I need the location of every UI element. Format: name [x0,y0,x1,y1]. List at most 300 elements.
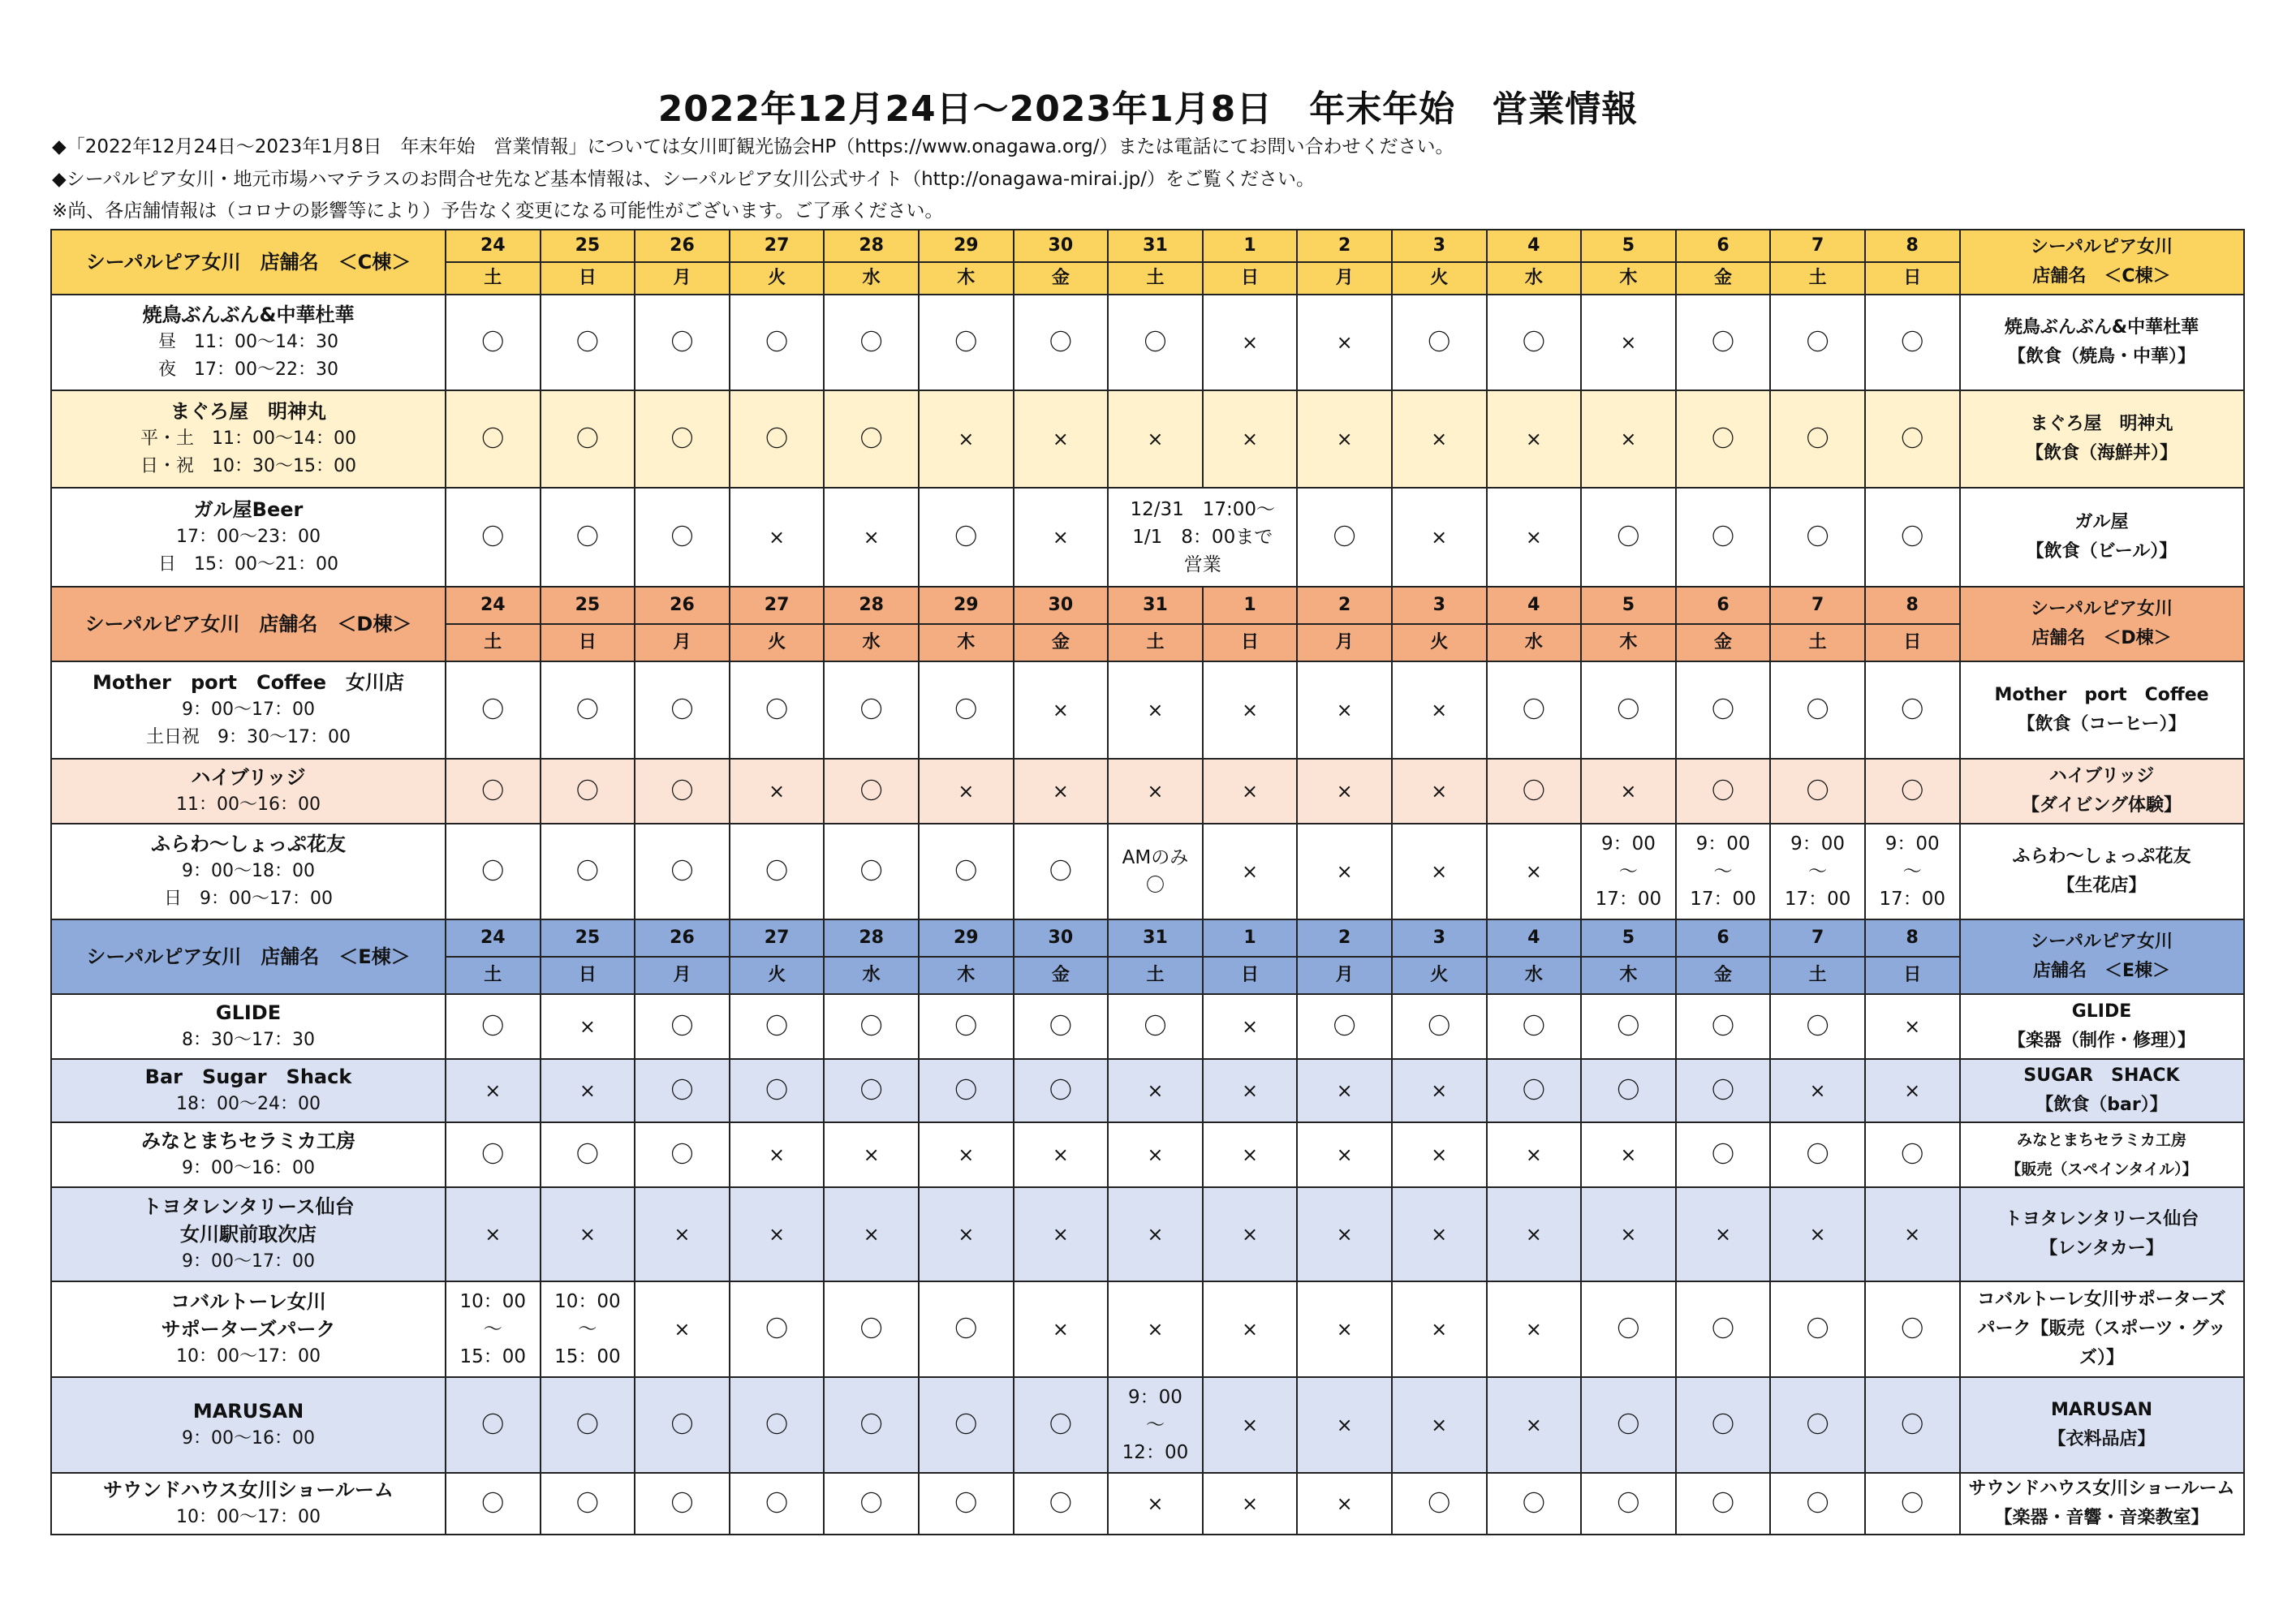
status-cell: 〇 [824,759,919,824]
shop-hours: 土日祝 9：30～17：00 [146,727,351,747]
date-cell: 1 [1203,919,1298,957]
weekday-cell: 木 [919,262,1014,295]
status-cell: × [1392,488,1487,587]
status-cell: 〇 [1297,994,1392,1059]
weekday-cell: 木 [919,957,1014,994]
shop-name: みなとまちセラミカ工房 [141,1130,355,1152]
status-cell: × [1108,661,1203,759]
status-cell: × [824,488,919,587]
business-hours-table [50,229,2245,1535]
status-cell: × [1108,1187,1203,1281]
status-cell: 〇 [824,994,919,1059]
section-label-left: シーパルピア女川 店舗名 ＜C棟＞ [51,230,446,295]
weekday-cell: 土 [1108,624,1203,661]
status-cell: 〇 [1581,1281,1676,1377]
weekday-cell: 金 [1676,262,1771,295]
status-cell: 〇 [1865,1473,1960,1535]
status-cell: × [1203,661,1298,759]
status-cell: 〇 [541,1122,635,1187]
weekday-cell: 金 [1676,624,1771,661]
status-cell [1108,824,1203,919]
status-cell: 〇 [446,390,541,488]
shop-row [51,1281,2244,1377]
shop-category-line: パーク【販売（スポーツ・グッ [1977,1319,2226,1339]
status-cell [1108,488,1297,587]
weekday-cell: 土 [446,957,541,994]
weekday-cell: 土 [1770,262,1865,295]
status-cell: 〇 [1770,1377,1865,1473]
status-cell: × [1297,1473,1392,1535]
section-label-right [1960,919,2244,994]
status-cell: × [1297,759,1392,824]
status-cell: 〇 [919,488,1014,587]
status-cell: × [730,1187,825,1281]
shop-hours: 日 15：00～21：00 [158,554,338,575]
shop-category-cell [1960,824,2244,919]
status-cell: 〇 [919,295,1014,390]
shop-name-cell [51,390,446,488]
shop-row [51,661,2244,759]
status-cell: × [1203,994,1298,1059]
shop-name-cell [51,1187,446,1281]
weekday-cell: 水 [824,624,919,661]
shop-category-line: 【楽器・音響・音楽教室】 [1994,1508,2209,1528]
status-cell: 〇 [1581,994,1676,1059]
status-line: 17：00 [1784,889,1851,910]
status-cell: 〇 [446,1473,541,1535]
weekday-cell: 日 [1203,262,1298,295]
status-cell: 〇 [1865,295,1960,390]
date-cell: 28 [824,230,919,262]
status-cell: 〇 [919,1281,1014,1377]
shop-name: ふらわ～しょっぷ花友 [151,833,346,855]
shop-row [51,1473,2244,1535]
shop-category-cell [1960,661,2244,759]
status-cell: 〇 [1676,295,1771,390]
section-label-line: 店舗名 ＜E棟＞ [2032,961,2171,981]
section-label-left: シーパルピア女川 店舗名 ＜E棟＞ [51,919,446,994]
status-cell: × [1581,759,1676,824]
status-cell: × [1203,1281,1298,1377]
status-line: ～ [1145,1414,1165,1436]
status-cell: × [1014,1281,1109,1377]
status-line: 9：00 [1790,833,1846,855]
status-cell: 〇 [635,295,730,390]
weekday-cell: 月 [1297,624,1392,661]
status-cell: 〇 [1581,1377,1676,1473]
date-cell: 7 [1770,587,1865,624]
status-cell: 〇 [1108,295,1203,390]
status-line: AMのみ [1122,847,1189,868]
status-cell: 〇 [446,824,541,919]
status-cell: × [1203,1059,1298,1122]
shop-name-cell [51,1473,446,1535]
status-cell: 〇 [1581,661,1676,759]
status-cell: × [446,1059,541,1122]
status-cell: × [635,1281,730,1377]
date-cell: 27 [730,919,825,957]
status-cell: 〇 [1770,1122,1865,1187]
status-cell: 〇 [1770,295,1865,390]
date-cell: 29 [919,587,1014,624]
date-cell: 4 [1487,587,1582,624]
date-cell: 28 [824,919,919,957]
shop-hours: 8：30～17：30 [182,1030,315,1050]
shop-hours: 夜 17：00～22：30 [158,359,338,380]
status-cell: × [1297,295,1392,390]
shop-name: サウンドハウス女川ショールーム [103,1479,394,1501]
status-cell: × [1392,390,1487,488]
date-cell: 27 [730,230,825,262]
shop-category-cell [1960,1059,2244,1122]
status-cell: 〇 [1392,295,1487,390]
date-cell: 5 [1581,230,1676,262]
status-cell: × [1203,759,1298,824]
status-cell: 〇 [446,1377,541,1473]
shop-name: ガル屋Beer [193,498,304,521]
shop-category-line: 【ダイビング体験】 [2021,795,2182,816]
note-contact: ◆「2022年12月24日～2023年1月8日 年末年始 営業情報」については女川町観光協会HP（https://www.onagawa.org/）または電話にてお問い合わせください。 [52,136,1454,157]
status-cell: 〇 [1108,994,1203,1059]
shop-name-cell [51,295,446,390]
weekday-cell: 月 [635,262,730,295]
shop-category-line: ガル屋 [2074,512,2129,532]
shop-hours: 17：00～23：00 [176,527,321,547]
status-cell: × [1108,1122,1203,1187]
date-cell: 27 [730,587,825,624]
weekday-cell: 日 [1203,624,1298,661]
shop-category-line: ふらわ～しょっぷ花友 [2012,846,2191,867]
status-cell: 〇 [730,1059,825,1122]
status-line: 9：00 [1128,1387,1182,1408]
status-cell: 〇 [446,488,541,587]
status-cell: × [1297,1059,1392,1122]
shop-row [51,1187,2244,1281]
date-cell: 7 [1770,919,1865,957]
status-cell: 〇 [1014,1377,1109,1473]
status-cell: 〇 [1770,390,1865,488]
date-cell: 3 [1392,587,1487,624]
status-cell: × [1392,661,1487,759]
shop-name-cell [51,661,446,759]
shop-name-cell [51,1377,446,1473]
date-cell: 26 [635,230,730,262]
shop-category-cell [1960,1281,2244,1377]
section-label-right [1960,587,2244,661]
status-cell: 〇 [1770,1281,1865,1377]
shop-row [51,488,2244,587]
date-cell: 6 [1676,587,1771,624]
shop-category-line: 焼鳥ぶんぶん&中華杜華 [2004,317,2199,338]
date-cell: 3 [1392,230,1487,262]
status-cell: 〇 [919,1377,1014,1473]
shop-name: MARUSAN [192,1400,304,1423]
weekday-cell: 火 [1392,262,1487,295]
status-cell: × [1392,759,1487,824]
shop-hours: 9：00～18：00 [182,861,315,881]
status-cell: 〇 [1676,1122,1771,1187]
shop-row [51,824,2244,919]
status-cell: 〇 [824,1377,919,1473]
date-cell: 6 [1676,230,1771,262]
date-cell: 8 [1865,587,1960,624]
status-cell: 〇 [730,1281,825,1377]
status-cell: 〇 [1676,759,1771,824]
status-cell: × [1487,390,1582,488]
status-cell: 〇 [446,994,541,1059]
status-cell: × [1203,1122,1298,1187]
status-cell: 〇 [730,1377,825,1473]
status-cell: 〇 [1865,661,1960,759]
status-line: ～ [578,1319,597,1340]
status-cell: 〇 [541,390,635,488]
shop-category-line: 【衣料品店】 [2048,1429,2156,1449]
weekday-cell: 日 [1865,957,1960,994]
status-cell: × [1297,1187,1392,1281]
date-cell: 4 [1487,230,1582,262]
weekday-cell: 火 [730,957,825,994]
section-label-line: シーパルピア女川 [2031,237,2173,257]
shop-category-line: コバルトーレ女川サポーターズ [1977,1289,2226,1310]
shop-row [51,1122,2244,1187]
shop-hours: 18：00～24：00 [176,1094,321,1114]
status-cell: × [1203,1377,1298,1473]
status-cell: 〇 [730,390,825,488]
status-line: 9：00 [1600,833,1656,855]
status-line: 〇 [1145,875,1165,896]
status-cell: × [919,759,1014,824]
shop-row [51,994,2244,1059]
status-cell: × [1297,1281,1392,1377]
status-cell: × [541,994,635,1059]
shop-row [51,295,2244,390]
status-cell: 〇 [1676,1281,1771,1377]
status-cell: 〇 [1487,1473,1582,1535]
status-line: ～ [1808,861,1828,882]
section-header-d [51,587,2244,624]
section-header-c [51,230,2244,262]
shop-name-cell [51,994,446,1059]
status-line: 10：00 [554,1291,621,1312]
status-cell: × [1297,824,1392,919]
status-cell: 〇 [919,994,1014,1059]
shop-category-cell [1960,1187,2244,1281]
shop-name: GLIDE [215,1001,282,1024]
status-cell: × [1203,1187,1298,1281]
status-cell: 〇 [541,661,635,759]
shop-hours: 11：00～16：00 [176,794,321,815]
status-cell: × [1487,488,1582,587]
shop-category-line: 【飲食（コーヒー）】 [2017,714,2186,734]
status-cell: 〇 [541,295,635,390]
status-line: 17：00 [1595,889,1662,910]
status-line: ～ [483,1319,502,1340]
status-line: ～ [1618,861,1638,882]
status-line: 1/1 8：00まで [1132,527,1273,548]
date-cell: 25 [541,587,635,624]
status-cell: × [1392,1059,1487,1122]
status-cell: 〇 [446,1122,541,1187]
status-cell: × [824,1187,919,1281]
status-cell: × [1581,295,1676,390]
weekday-cell: 火 [1392,957,1487,994]
status-cell: × [1108,1473,1203,1535]
status-cell: × [1487,1187,1582,1281]
weekday-cell: 月 [635,957,730,994]
shop-hours: 平・土 11：00～14：00 [140,428,356,449]
weekday-cell: 日 [541,624,635,661]
status-cell: × [1581,1122,1676,1187]
status-cell: × [919,390,1014,488]
status-cell: 〇 [919,1059,1014,1122]
status-cell: 〇 [1676,1473,1771,1535]
date-cell: 2 [1297,919,1392,957]
date-cell: 3 [1392,919,1487,957]
weekday-cell: 金 [1014,957,1109,994]
status-cell [541,1281,635,1377]
weekday-cell: 日 [1203,957,1298,994]
status-cell: × [1014,759,1109,824]
status-cell: 〇 [1392,994,1487,1059]
status-cell: × [446,1187,541,1281]
status-cell: × [1770,1059,1865,1122]
section-label-line: 店舗名 ＜C棟＞ [2032,266,2171,286]
shop-name-cell [51,1281,446,1377]
status-cell: 〇 [824,295,919,390]
status-cell [1676,824,1771,919]
shop-category-cell [1960,994,2244,1059]
status-cell: × [541,1187,635,1281]
status-cell: 〇 [1014,994,1109,1059]
shop-row [51,390,2244,488]
status-cell: 〇 [1865,488,1960,587]
weekday-cell: 木 [1581,624,1676,661]
status-cell: 〇 [730,661,825,759]
status-cell: 〇 [1297,488,1392,587]
status-cell: 〇 [446,759,541,824]
shop-category-cell [1960,295,2244,390]
weekday-cell: 火 [1392,624,1487,661]
shop-category-line: 【飲食（bar）】 [2035,1095,2168,1115]
status-cell: 〇 [1865,1122,1960,1187]
shop-name-cell [51,759,446,824]
date-cell: 30 [1014,230,1109,262]
shop-category-line: 【生花店】 [2057,876,2147,896]
status-cell: × [1108,759,1203,824]
status-cell: × [730,759,825,824]
status-cell: × [919,1122,1014,1187]
shop-category-cell [1960,390,2244,488]
status-cell: × [1392,1281,1487,1377]
shop-category-line: GLIDE [2071,1001,2132,1022]
note-disclaimer: ※尚、各店舗情報は（コロナの影響等により）予告なく変更になる可能性がございます。ご了承ください。 [52,200,944,222]
weekday-cell: 水 [1487,624,1582,661]
status-cell: × [635,1187,730,1281]
date-cell: 29 [919,230,1014,262]
date-cell: 4 [1487,919,1582,957]
status-cell: 〇 [1581,1059,1676,1122]
status-cell: 〇 [1014,295,1109,390]
status-cell: 〇 [1770,661,1865,759]
shop-category-line: ハイブリッジ [2048,766,2155,786]
status-cell: 〇 [1014,1059,1109,1122]
status-cell: × [1581,390,1676,488]
shop-hours: 日 9：00～17：00 [164,889,333,909]
shop-category-line: まぐろ屋 明神丸 [2030,414,2173,434]
status-cell [1581,824,1676,919]
shop-hours: 9：00～17：00 [182,700,315,720]
status-cell: × [1014,488,1109,587]
status-line: 12：00 [1122,1442,1189,1463]
status-cell: 〇 [1581,488,1676,587]
status-cell: 〇 [635,661,730,759]
date-cell: 31 [1108,230,1203,262]
status-cell: 〇 [919,1473,1014,1535]
shop-category-cell [1960,488,2244,587]
weekday-cell: 木 [1581,957,1676,994]
status-cell: 〇 [541,1377,635,1473]
status-cell: × [1297,390,1392,488]
weekday-cell: 水 [1487,957,1582,994]
status-cell: × [1203,390,1298,488]
weekday-cell: 金 [1676,957,1771,994]
status-cell: × [1014,661,1109,759]
status-cell: × [1487,1281,1582,1377]
shop-category-line: みなとまちセラミカ工房 [2016,1131,2186,1149]
shop-category-cell [1960,1377,2244,1473]
date-cell: 1 [1203,230,1298,262]
status-cell: 〇 [1487,759,1582,824]
weekday-cell: 土 [1770,957,1865,994]
status-cell: 〇 [541,824,635,919]
status-cell: 〇 [730,295,825,390]
weekday-cell: 日 [541,262,635,295]
status-cell: 〇 [824,824,919,919]
status-line: ～ [1902,861,1922,882]
status-cell: 〇 [1865,1281,1960,1377]
weekday-cell: 土 [446,262,541,295]
status-cell: 〇 [635,1122,730,1187]
status-cell: 〇 [1676,661,1771,759]
status-cell: 〇 [1487,295,1582,390]
date-cell: 29 [919,919,1014,957]
date-cell: 26 [635,919,730,957]
shop-hours: 10：00～17：00 [176,1346,321,1367]
status-cell: 〇 [1487,994,1582,1059]
weekday-cell: 日 [1865,262,1960,295]
status-line: 15：00 [554,1346,621,1367]
status-cell: × [1014,1187,1109,1281]
date-cell: 25 [541,230,635,262]
status-cell: 〇 [635,390,730,488]
weekday-cell: 水 [824,957,919,994]
shop-name: トヨタレンタリース仙台 [142,1195,355,1218]
date-cell: 5 [1581,919,1676,957]
section-label-line: シーパルピア女川 [2031,932,2173,952]
status-cell: 〇 [635,824,730,919]
shop-category-line: SUGAR SHACK [2023,1065,2180,1086]
status-cell: 〇 [824,1473,919,1535]
shop-category-line: トヨタレンタリース仙台 [2004,1209,2199,1229]
shop-category-line: ズ）】 [2078,1348,2124,1368]
shop-hours: 10：00～17：00 [176,1507,321,1527]
shop-category-cell [1960,759,2244,824]
shop-hours: 昼 11：00～14：30 [158,332,338,352]
status-cell: × [1392,1187,1487,1281]
section-label-line: 店舗名 ＜D棟＞ [2031,628,2172,648]
shop-category-line: 【レンタカー】 [2040,1238,2164,1259]
status-cell: × [1297,1122,1392,1187]
